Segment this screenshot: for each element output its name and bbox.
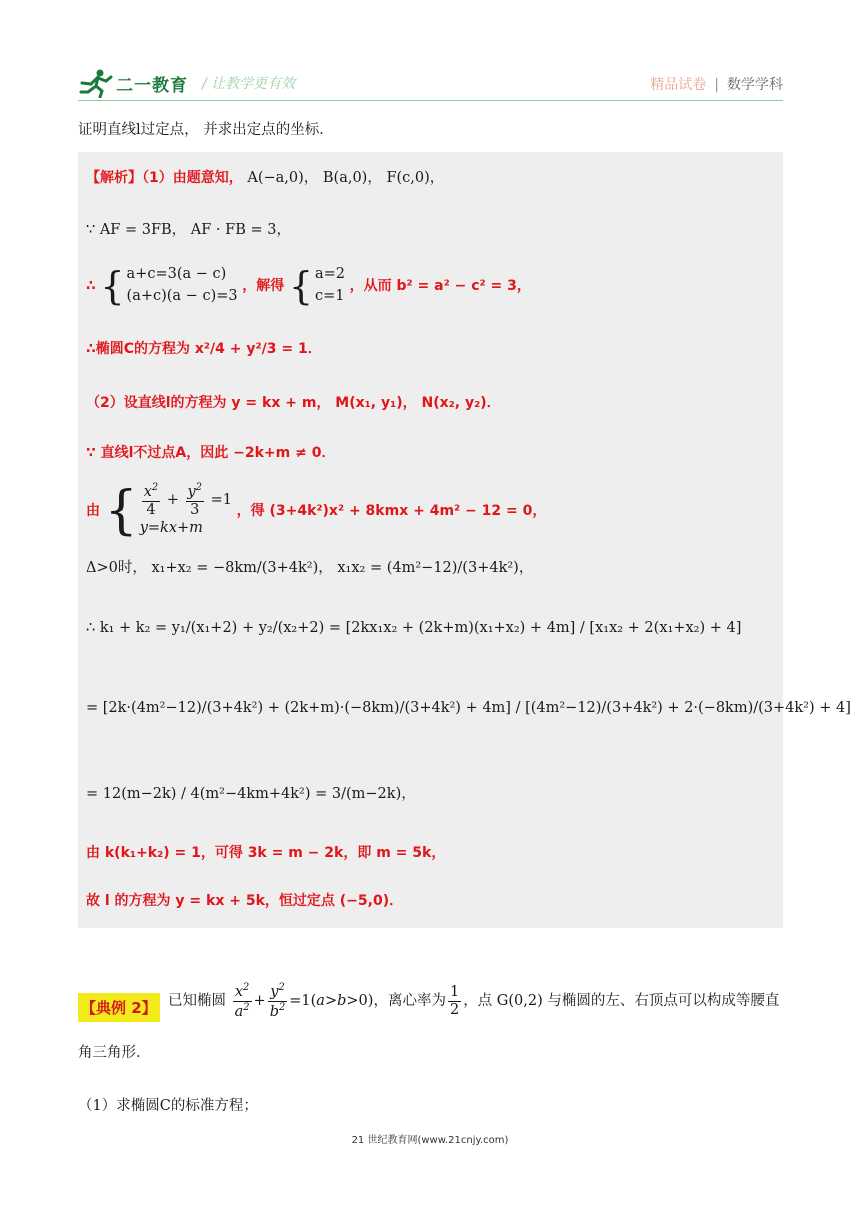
slogan: / 让教学更有效 <box>202 76 296 92</box>
fixed-point-conclusion: 故 l 的方程为 y = kx + 5k，恒过定点 (−5,0)． <box>86 893 404 909</box>
solution-line-8 <box>86 556 533 577</box>
solution-line-2 <box>86 218 291 239</box>
solution-line-6 <box>86 442 335 462</box>
ellipse-equation: ∴椭圆C的方程为 x²/4 + y²/3 = 1． <box>86 341 322 357</box>
line-setup: （2）设直线l的方程为 y = kx + m， M(x₁, y₁)， N(x₂, y₂)． <box>86 395 501 411</box>
logo <box>78 68 295 98</box>
running-figure-icon <box>78 68 114 98</box>
brand-name: 二一教育 <box>116 75 188 96</box>
intro-text: 证明直线l过定点， 并求出定点的坐标． <box>78 122 334 138</box>
from-word: 由 <box>86 502 100 519</box>
eccentricity-value: $\frac{1}{2}$ <box>449 983 460 1018</box>
condition-result: 由 k(k₁+k₂) = 1，可得 3k = m − 2k，即 m = 5k， <box>86 845 446 861</box>
b-squared-result: ，从而 b² = a² − c² = 3， <box>349 277 531 294</box>
solution-line-1 <box>86 166 444 187</box>
vector-condition: ∵ AF = 3FB， AF · FB = 3， <box>86 222 291 238</box>
therefore-symbol: ∴ <box>86 277 96 294</box>
example-text-d: 角三角形． <box>78 1045 151 1061</box>
brace-symbol: { <box>100 263 125 308</box>
header-labels <box>650 74 783 94</box>
vieta-formulas: Δ>0时， x₁+x₂ = −8km/(3+4k²)， x₁x₂ = (4m²−12)/(3+4k²)， <box>86 560 534 576</box>
system1-row-a: a+c=3(a − c) <box>126 266 227 282</box>
example-text-a: 已知椭圆 <box>168 993 226 1009</box>
line-not-through-a: ∵ 直线l不过点A，因此 −2k+m ≠ 0． <box>86 445 336 461</box>
solution-line-5 <box>86 392 501 412</box>
solution-box <box>78 152 851 928</box>
result-a: a=2 <box>315 266 346 282</box>
example-tag: 【典例 2】 <box>78 993 160 1022</box>
solution-line-10 <box>86 700 851 716</box>
solve-word: ，解得 <box>242 277 285 294</box>
solution-line-12 <box>86 842 445 862</box>
solution-line-3 <box>86 264 531 308</box>
example-text-c: ，点 G(0,2) 与椭圆的左、右顶点可以构成等腰直 <box>463 993 780 1009</box>
example-text-b: ，离心率为 <box>373 993 446 1009</box>
header-separator: | <box>714 77 719 93</box>
question-1: （1）求椭圆C的标准方程； <box>78 1098 258 1114</box>
brace-symbol: { <box>104 480 138 541</box>
header-divider <box>78 100 783 101</box>
solution-line-4 <box>86 338 322 358</box>
slope-sum-simplified: = 12(m−2k) / 4(m²−4km+4k²) = 3/(m−2k)， <box>86 786 416 802</box>
header-subject: 数学学科 <box>727 77 783 93</box>
example-statement: 已知椭圆 $\frac{x^2}{a^2}$ + $\frac{y^2}{b^2}$ =1(a>b>0)，离心率为 $\frac{1}{2}$ ，点 G(0,2) 与椭圆的左、右顶点可以构成等腰直 <box>168 982 780 1020</box>
header-tag: 精品试卷 <box>650 77 707 93</box>
points-abf: A(−a,0)， B(a,0)， F(c,0)， <box>247 170 445 186</box>
system2-row-a: $\frac{x^2}{4}$ + $\frac{y^2}{3}$ =1 <box>143 482 232 518</box>
solution-line-11 <box>86 782 416 803</box>
slope-sum-substituted: = [2k·(4m²−12)/(3+4k²) + (2k+m)·(−8km)/(3+4k²) + 4m] / [(4m²−12)/(3+4k²) + 2·(−8km)/(3+4k²) + 4] <box>86 700 851 716</box>
equation-system-1 <box>100 264 237 308</box>
slope-sum: ∴ k₁ + k₂ = y₁/(x₁+2) + y₂/(x₂+2) = [2kx₁x₂ + (2k+m)(x₁+x₂) + 4m] / [x₁x₂ + 2(x₁+x₂) + 4] <box>86 620 742 636</box>
solution-line-13 <box>86 890 403 910</box>
ellipse-equation-general: $\frac{x^2}{a^2}$ <box>234 982 250 1020</box>
system2-row-b: y=kx+m <box>139 520 203 537</box>
solution-line-7 <box>86 482 546 540</box>
page-footer: 21 世纪教育网(www.21cnjy.com) <box>351 1135 509 1146</box>
equation-system-2 <box>105 482 232 540</box>
page-header <box>78 66 783 100</box>
quadratic-result: ，得 (3+4k²)x² + 8kmx + 4m² − 12 = 0， <box>236 502 547 519</box>
solution-line-9 <box>86 620 741 636</box>
brace-symbol: { <box>288 263 314 308</box>
result-c: c=1 <box>315 287 345 304</box>
system1-row-b: (a+c)(a − c)=3 <box>126 287 238 304</box>
solution-system <box>289 264 345 308</box>
solution-label: 【解析】（1）由题意知， <box>86 170 243 186</box>
